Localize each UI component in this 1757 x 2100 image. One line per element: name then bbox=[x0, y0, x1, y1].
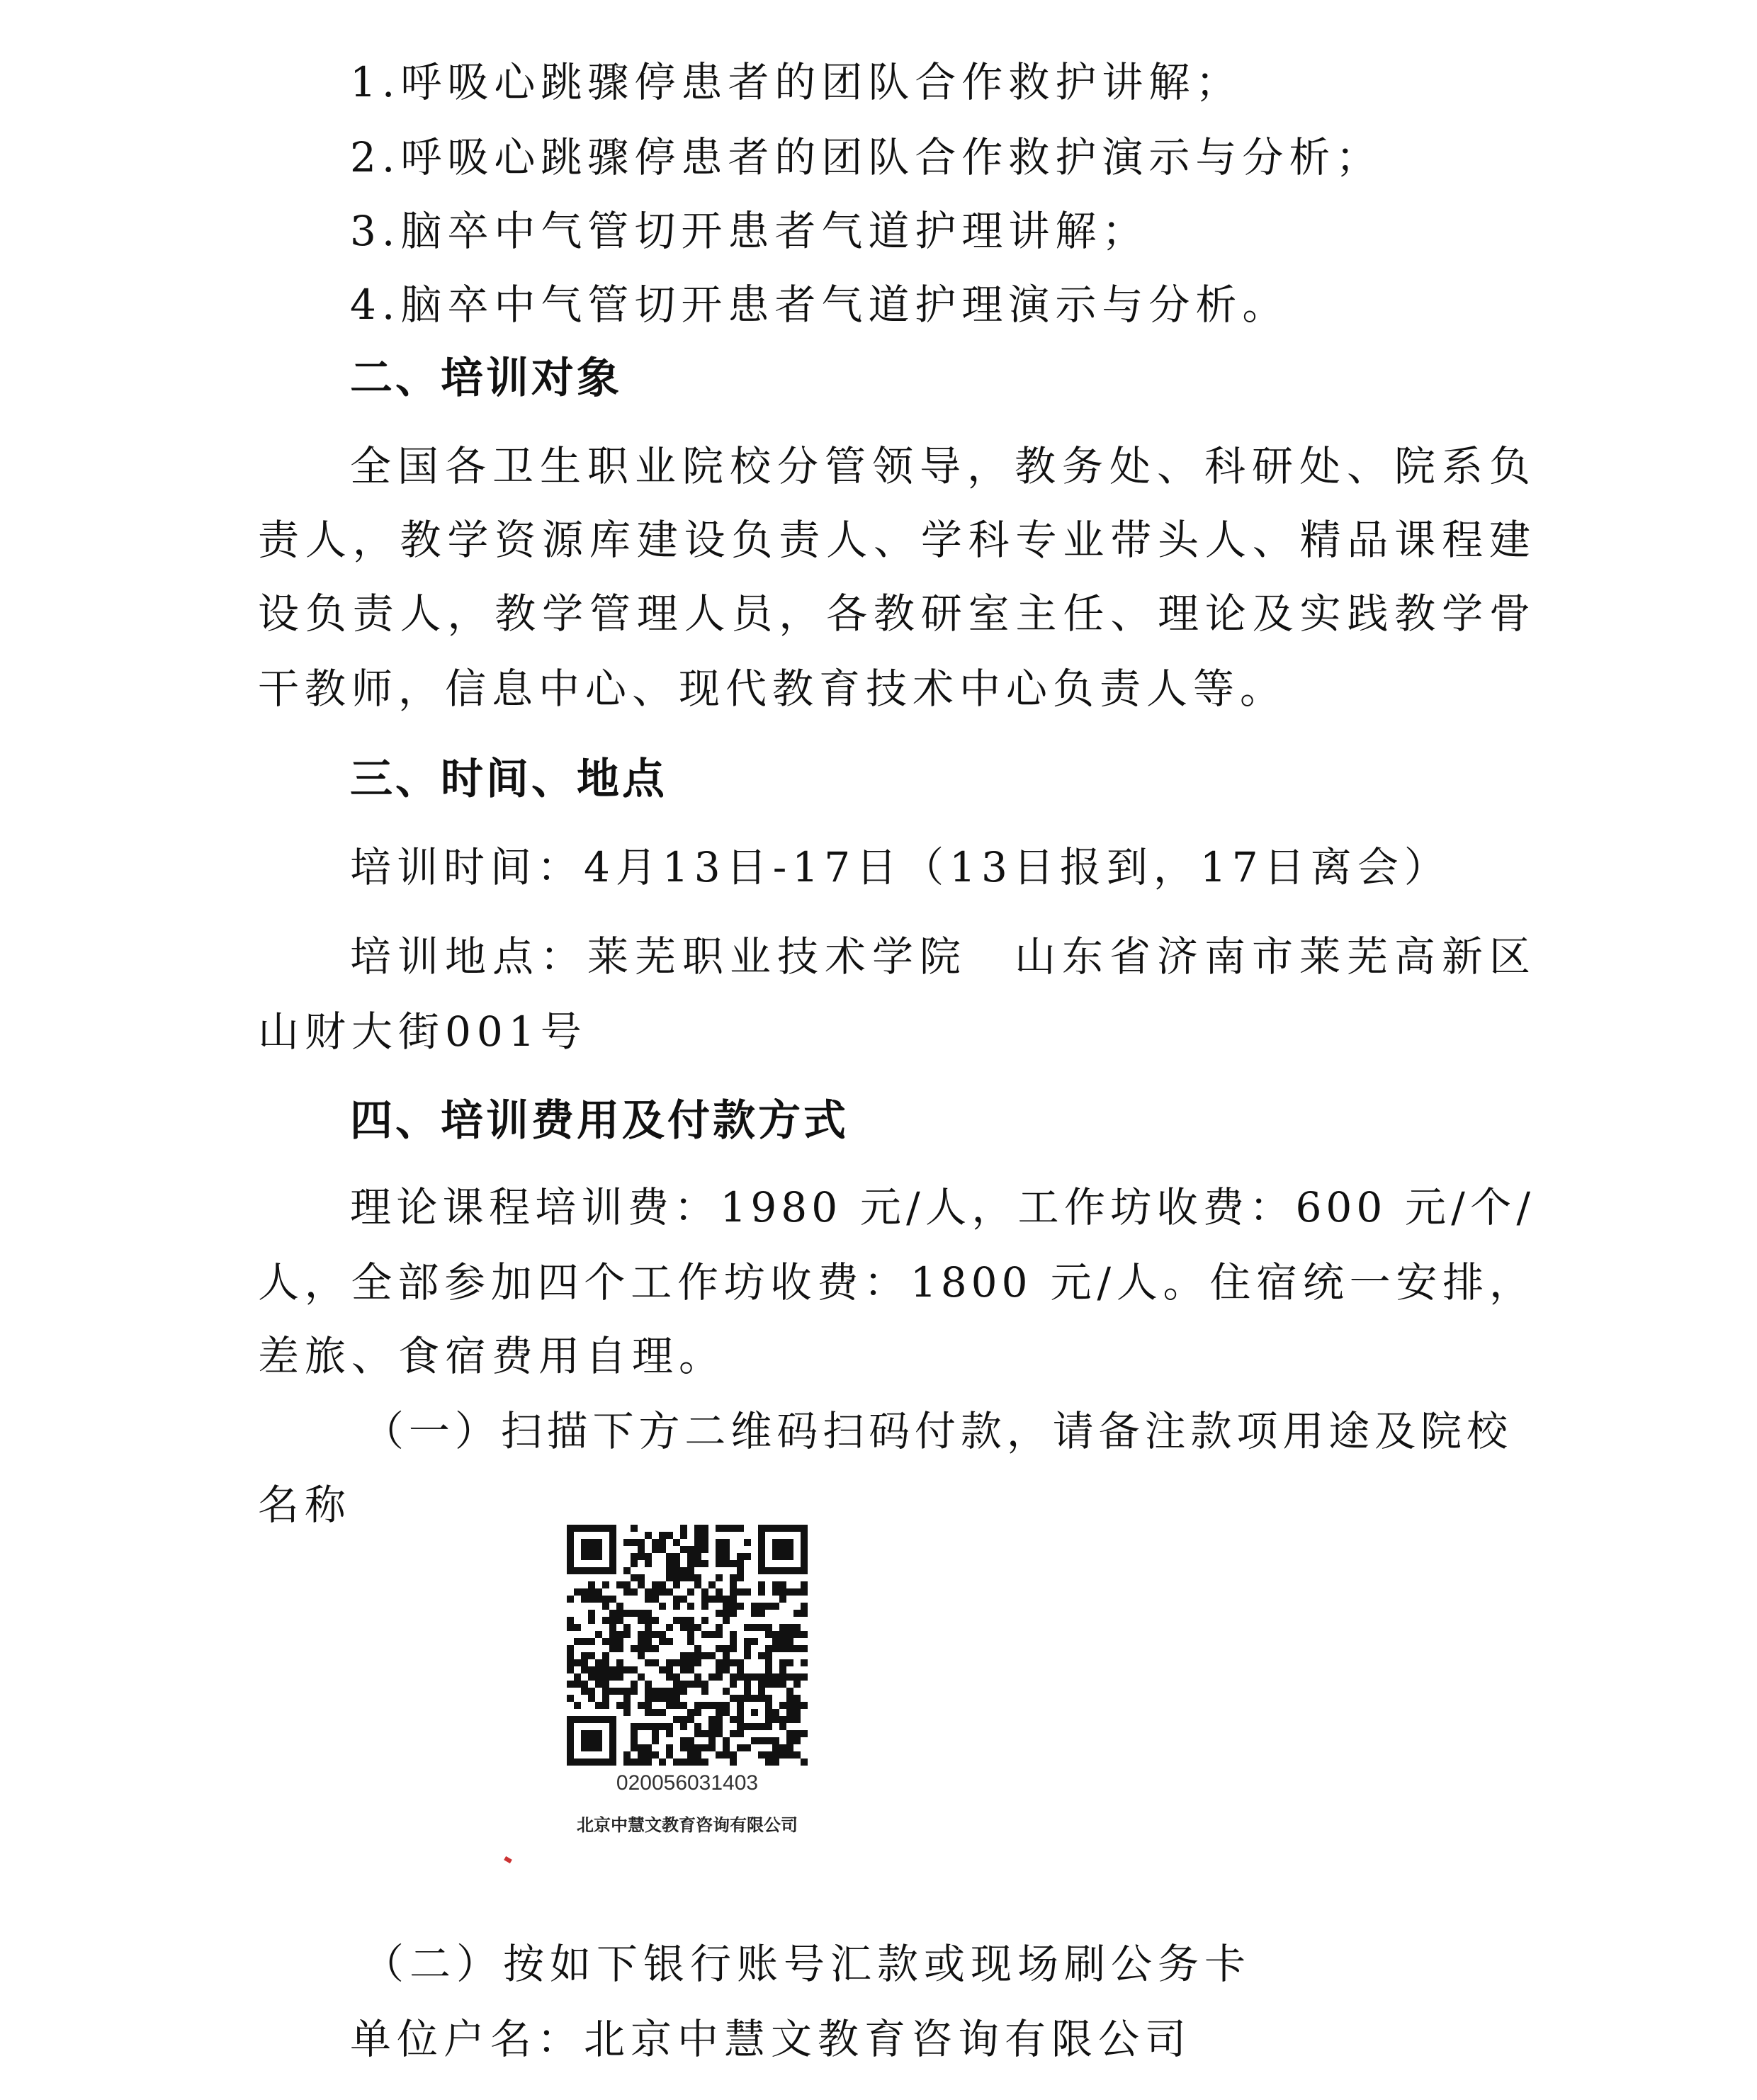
content-item-2: 2.呼吸心跳骤停患者的团队合作救护演示与分析； bbox=[350, 133, 1383, 181]
section-heading-time-place: 三、时间、地点 bbox=[350, 755, 667, 804]
payment-method-2: （二）按如下银行账号汇款或现场刷公务卡 bbox=[363, 1940, 1252, 1988]
account-name: 单位户名：北京中慧文教育咨询有限公司 bbox=[350, 2015, 1192, 2063]
content-item-4: 4.脑卒中气管切开患者气道护理演示与分析。 bbox=[350, 281, 1289, 329]
payment-method-1-line-2: 名称 bbox=[258, 1481, 352, 1529]
training-place-line-2: 山财大街001号 bbox=[258, 1007, 587, 1056]
fee-line-3: 差旅、食宿费用自理。 bbox=[258, 1332, 726, 1380]
payment-method-1-line-1: （一）扫描下方二维码扫码付款，请备注款项用途及院校 bbox=[363, 1407, 1512, 1455]
payment-qr-code[interactable] bbox=[560, 1525, 815, 1766]
fee-line-2: 人，全部参加四个工作坊收费：1800 元/人。住宿统一安排， bbox=[258, 1258, 1535, 1306]
audience-line-2: 责人，教学资源库建设负责人、学科专业带头人、精品课程建 bbox=[258, 516, 1535, 564]
training-time: 培训时间：4月13日-17日（13日报到，17日离会） bbox=[350, 843, 1451, 891]
training-place-line-1: 培训地点：莱芜职业技术学院 山东省济南市莱芜高新区 bbox=[350, 932, 1535, 981]
qr-code-organization: 北京中慧文教育咨询有限公司 bbox=[577, 1815, 798, 1835]
audience-line-1: 全国各卫生职业院校分管领导，教务处、科研处、院系负 bbox=[350, 442, 1535, 490]
audience-line-4: 干教师，信息中心、现代教育技术中心负责人等。 bbox=[258, 665, 1287, 713]
section-heading-audience: 二、培训对象 bbox=[350, 354, 622, 403]
fee-line-1: 理论课程培训费：1980 元/人，工作坊收费：600 元/个/ bbox=[350, 1183, 1535, 1231]
content-item-3: 3.脑卒中气管切开患者气道护理讲解； bbox=[350, 207, 1149, 255]
decorative-mark bbox=[504, 1856, 512, 1863]
content-item-1: 1.呼吸心跳骤停患者的团队合作救护讲解； bbox=[350, 58, 1243, 106]
qr-code-number: 020056031403 bbox=[616, 1771, 759, 1795]
audience-line-3: 设负责人，教学管理人员，各教研室主任、理论及实践教学骨 bbox=[258, 589, 1535, 638]
section-heading-fees: 四、培训费用及付款方式 bbox=[350, 1096, 849, 1146]
